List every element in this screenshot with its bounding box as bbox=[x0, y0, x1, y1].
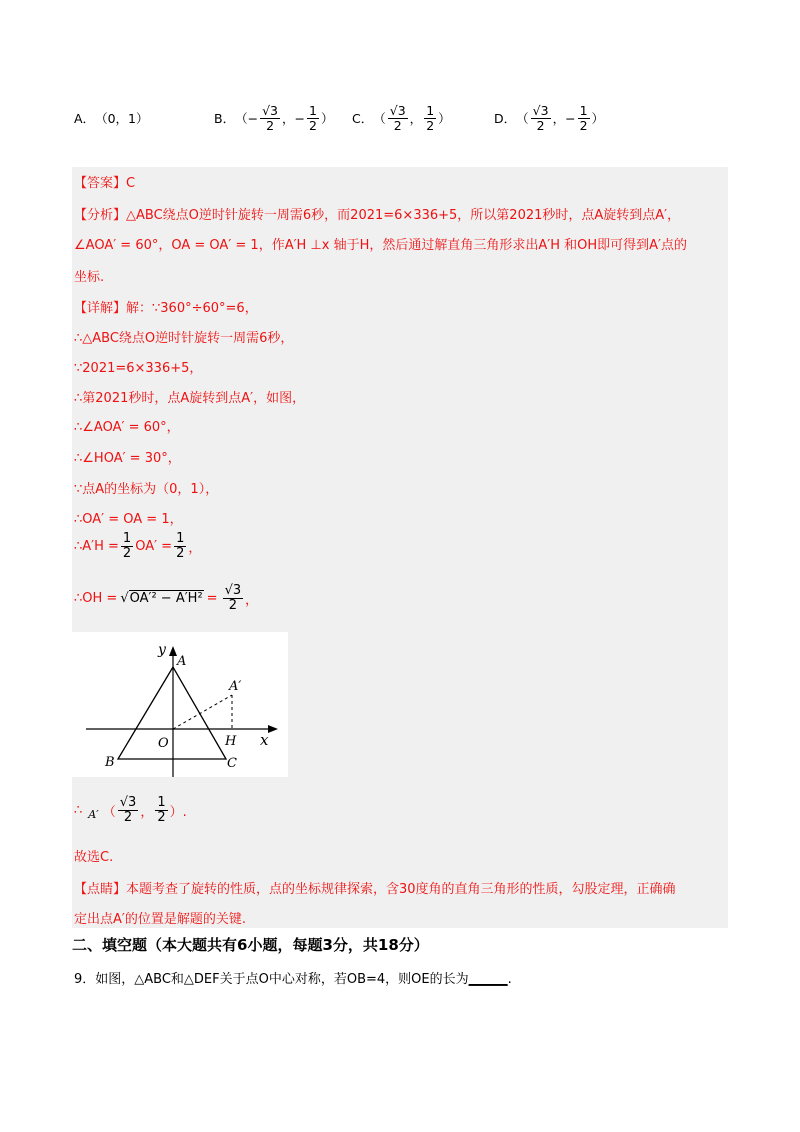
detail-9-frac2 bbox=[174, 532, 186, 560]
label-a-prime: A′ bbox=[229, 679, 242, 694]
label-a: A bbox=[177, 654, 187, 669]
label-x: x bbox=[260, 731, 269, 749]
section-heading: 二、填空题（本大题共有6小题，每题3分，共18分） bbox=[72, 936, 429, 954]
option-b-sep: ， bbox=[282, 111, 295, 126]
option-b-close: ） bbox=[320, 111, 334, 126]
option-a-letter: A． bbox=[74, 111, 96, 126]
detail-9-mid: OA′ = bbox=[135, 538, 173, 554]
result-frac1-num: √3 bbox=[119, 795, 137, 810]
option-d-sign2: − bbox=[565, 110, 576, 126]
label-o: O bbox=[158, 736, 169, 751]
detail-10-frac bbox=[223, 584, 244, 612]
answer-tag: 【答案】 bbox=[74, 176, 127, 191]
sqrt-sign-icon: √ bbox=[120, 590, 129, 606]
label-b: B bbox=[105, 755, 115, 770]
detail-line-5: ∴∠AOA′ = 60°， bbox=[74, 420, 180, 435]
option-d-close: ） bbox=[591, 111, 605, 126]
x-axis-arrow-icon bbox=[268, 725, 278, 733]
detail-9-lhs: ∴A′H = bbox=[74, 538, 119, 554]
option-c-den2: 2 bbox=[426, 117, 435, 133]
comment-line-1 bbox=[74, 878, 676, 897]
analysis-line-3: 坐标. bbox=[74, 270, 105, 285]
detail-10-end: ， bbox=[245, 592, 259, 608]
detail-10-frac-num: √3 bbox=[224, 583, 242, 598]
option-b-letter: B． bbox=[214, 111, 236, 126]
option-b-den1: 2 bbox=[266, 117, 275, 133]
detail-line-4: ∴第2021秒时，点A旋转到点A′，如图， bbox=[74, 391, 306, 406]
detail-10-radicand: OA′² − A′H² bbox=[129, 591, 203, 607]
detail-line-3: ∵2021=6×336+5， bbox=[74, 361, 203, 376]
option-b-num1: √3 bbox=[262, 103, 278, 119]
option-c-num2: 1 bbox=[426, 103, 435, 119]
option-d-den2: 2 bbox=[579, 117, 588, 133]
option-a bbox=[74, 98, 148, 138]
option-b bbox=[214, 98, 333, 138]
result-sep: ， bbox=[140, 804, 154, 820]
option-b-num2: 1 bbox=[309, 103, 317, 119]
comment-text-1: 本题考查了旋转的性质，点的坐标规律探索，含30度角的直角三角形的性质，勾股定理，正确确 bbox=[126, 882, 676, 897]
analysis-tag: 【分析】 bbox=[74, 208, 127, 223]
result-open: （ bbox=[102, 804, 116, 820]
analysis-line-2: ∠AOA′ = 60°，OA = OA′ = 1，作A′H ⊥x 轴于H，然后通过解直角三角形求出A′H 和OH即可得到A′点的 bbox=[74, 238, 687, 253]
option-d bbox=[494, 98, 604, 138]
option-d-den1: 2 bbox=[536, 117, 545, 133]
label-c: C bbox=[227, 756, 237, 771]
detail-10-eq: = bbox=[206, 590, 218, 606]
result-frac2-den: 2 bbox=[157, 809, 166, 825]
option-d-frac1 bbox=[531, 104, 551, 131]
result-line bbox=[74, 796, 187, 824]
option-d-num1: √3 bbox=[532, 103, 549, 119]
detail-9-frac1-den: 2 bbox=[122, 545, 132, 561]
choose-line: 故选C. bbox=[74, 850, 114, 865]
result-point: A′ bbox=[88, 807, 99, 821]
detail-line-6: ∴∠HOA′ = 30°， bbox=[74, 451, 181, 466]
coordinate-figure-svg bbox=[72, 632, 288, 777]
detail-9-frac2-num: 1 bbox=[176, 531, 185, 546]
detail-line-1 bbox=[74, 297, 258, 316]
result-frac2-num: 1 bbox=[157, 795, 166, 810]
question-9-end: . bbox=[507, 972, 512, 987]
option-c-frac2 bbox=[424, 104, 436, 131]
detail-line-10 bbox=[74, 584, 258, 612]
option-b-sign2: − bbox=[294, 110, 305, 126]
comment-line-2: 定出点A′的位置是解题的关键. bbox=[74, 912, 246, 927]
detail-line-2: ∴△ABC绕点O逆时针旋转一周需6秒， bbox=[74, 331, 294, 346]
option-b-sign1: − bbox=[247, 110, 259, 126]
label-h: H bbox=[225, 734, 237, 749]
option-d-letter: D． bbox=[494, 111, 517, 126]
question-9 bbox=[74, 968, 512, 987]
label-y: y bbox=[158, 642, 166, 658]
detail-9-frac1 bbox=[121, 532, 133, 560]
option-c-frac1 bbox=[388, 104, 408, 131]
answer-value: C bbox=[126, 176, 136, 191]
detail-9-frac1-num: 1 bbox=[122, 531, 132, 546]
option-c-close: ） bbox=[438, 111, 451, 126]
option-b-den2: 2 bbox=[309, 117, 317, 133]
coordinate-figure bbox=[72, 632, 288, 777]
option-b-frac1 bbox=[260, 104, 280, 131]
option-c-sep: ， bbox=[409, 111, 423, 126]
option-c-num1: √3 bbox=[389, 103, 406, 119]
option-d-sep: ， bbox=[552, 111, 566, 126]
result-close: ）. bbox=[169, 804, 187, 820]
detail-line-7: ∵点A的坐标为（0，1）， bbox=[74, 482, 219, 497]
option-b-frac2 bbox=[307, 104, 319, 131]
option-c-open: （ bbox=[373, 111, 386, 126]
triangle-abc bbox=[118, 667, 226, 759]
question-9-blank[interactable]: ______ bbox=[468, 972, 508, 987]
analysis-text-1: △ABC绕点O逆时针旋转一周需6秒，而2021=6×336+5，所以第2021秒时，点A旋转到点A′， bbox=[126, 208, 681, 223]
detail-9-end: ， bbox=[188, 540, 202, 556]
answer-line bbox=[74, 172, 135, 191]
detail-10-lhs: ∴OH = bbox=[74, 590, 118, 606]
comment-tag: 【点睛】 bbox=[74, 882, 127, 897]
detail-text-1: 解：∵360°÷60°=6， bbox=[126, 301, 258, 316]
detail-10-frac-den: 2 bbox=[228, 597, 237, 613]
analysis-line-1 bbox=[74, 204, 680, 223]
segment-oa-prime bbox=[173, 695, 232, 729]
y-axis-arrow-icon bbox=[169, 646, 177, 656]
option-c-letter: C． bbox=[352, 111, 374, 126]
option-c-den1: 2 bbox=[393, 117, 402, 133]
option-d-open: （ bbox=[516, 111, 529, 126]
option-c bbox=[352, 98, 451, 138]
detail-line-9 bbox=[74, 532, 201, 560]
result-prefix: ∴ bbox=[74, 802, 83, 818]
option-d-num2: 1 bbox=[579, 103, 588, 119]
option-d-frac2 bbox=[578, 104, 590, 131]
result-frac2 bbox=[155, 796, 167, 824]
question-9-text: 9．如图，△ABC和△DEF关于点O中心对称，若OB=4，则OE的长为 bbox=[74, 972, 469, 987]
detail-tag: 【详解】 bbox=[74, 301, 127, 316]
detail-line-8: ∴OA′ = OA = 1， bbox=[74, 512, 183, 527]
option-a-text: （0，1） bbox=[95, 111, 149, 126]
result-frac1 bbox=[118, 796, 139, 824]
result-frac1-den: 2 bbox=[123, 809, 133, 825]
option-b-open: （ bbox=[235, 111, 248, 126]
detail-9-frac2-den: 2 bbox=[176, 545, 185, 561]
